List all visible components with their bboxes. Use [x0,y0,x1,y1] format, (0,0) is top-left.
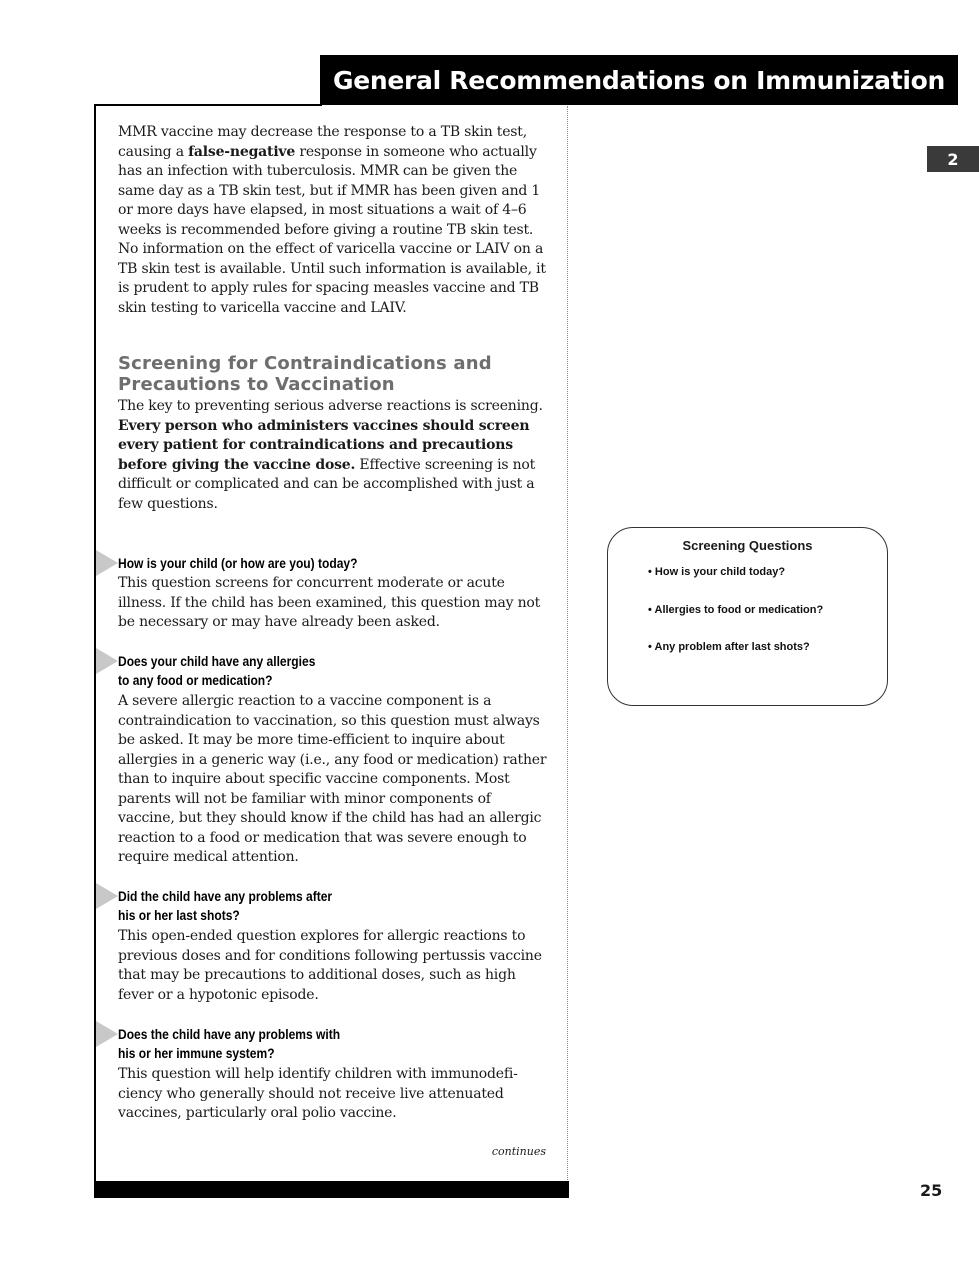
sidebar-title: Screening Questions [682,538,813,553]
question-body: This open-ended question explores for allergic reactions to previous doses and for conditions following pertussis vaccine that may be precautions to additional doses, such as high fever or a hypotonic episode. [118,928,542,1003]
section-heading-line1: Screening for Contraindications and [118,353,492,374]
intro-paragraph [118,123,550,318]
question-arrow-icon [96,648,118,674]
question-arrow-icon [96,883,118,909]
column-divider [567,106,568,1186]
sidebar-item: • Allergies to food or medication? [648,604,824,616]
question-title [118,652,376,690]
question-body: A severe allergic reaction to a vaccine component is a contraindication to vaccination, so this question must always be asked. It may be more time-efficient to inquire about allergies in a generic way (i.e., any food or medication) rather than to inquire about specific vaccine components. Most parents will not be familiar with minor components of vaccine, but they should know if the child has had an allergic reaction to a food or medication that was severe enough to require medical attention. [118,693,547,865]
question-title-line1: Does your child have any allergies [118,653,316,669]
question-title-line2: his or her immune system? [118,1045,275,1061]
screening-lead: The key to preventing serious adverse reactions is screening. [118,398,543,414]
chapter-number: 2 [947,149,959,169]
sidebar-item: • How is your child today? [648,566,786,578]
page-number: 25 [920,1181,943,1200]
page-header [320,55,958,105]
question-title-line1: How is your child (or how are you) today? [118,555,358,571]
question-title [118,887,376,925]
top-rule [94,104,322,106]
header-title: General Recommendations on Immunization [332,65,946,95]
screening-tail: Effective screening is not difficult or complicated and can be accomplished with just a few questions. [118,456,536,512]
section-heading [118,353,558,395]
question-arrow-icon [96,550,118,576]
screening-bold: Every person who administers vaccines should screen every patient for contraindications and precautions before giving the vaccine dose. [118,417,530,473]
section-heading-line2: Precautions to Vaccination [118,374,395,395]
question-title [118,554,376,573]
question-title-line2: to any food or medication? [118,672,273,688]
question-title-line1: Does the child have any problems with [118,1026,341,1042]
intro-text-2: response in someone who actually has an infection with tuberculosis. MMR can be given the same day as a TB skin test, but if MMR has been given and 1 or more days have elapsed, in most situations a wait of 4–6 weeks is recommended before giving a routine TB skin test. No information on the effect of varicella vaccine or LAIV on a TB skin test is available. Until such information is available, it is prudent to apply rules for spacing measles vaccine and TB skin testing to varicella vaccine and LAIV. [118,143,546,316]
question-title-line2: his or her last shots? [118,907,240,923]
screening-paragraph [118,397,550,514]
question-title [118,1025,376,1063]
bottom-bar [94,1181,569,1198]
screening-questions-box [607,527,888,706]
question-body: This question will help identify children with immunodefi-ciency who generally should not receive live attenuated vaccines, particularly oral polio vaccine. [118,1066,518,1121]
continues-label: continues [491,1145,546,1158]
question-body: This question screens for concurrent moderate or acute illness. If the child has been examined, this question may not be necessary or may have already been asked. [118,575,541,630]
chapter-tab [927,146,979,172]
intro-text-1: MMR vaccine may decrease the response to a TB skin test, causing a [118,124,527,160]
intro-bold: false-negative [188,143,296,160]
question-arrow-icon [96,1021,118,1047]
sidebar-item: • Any problem after last shots? [648,641,810,653]
question-title-line1: Did the child have any problems after [118,888,333,904]
